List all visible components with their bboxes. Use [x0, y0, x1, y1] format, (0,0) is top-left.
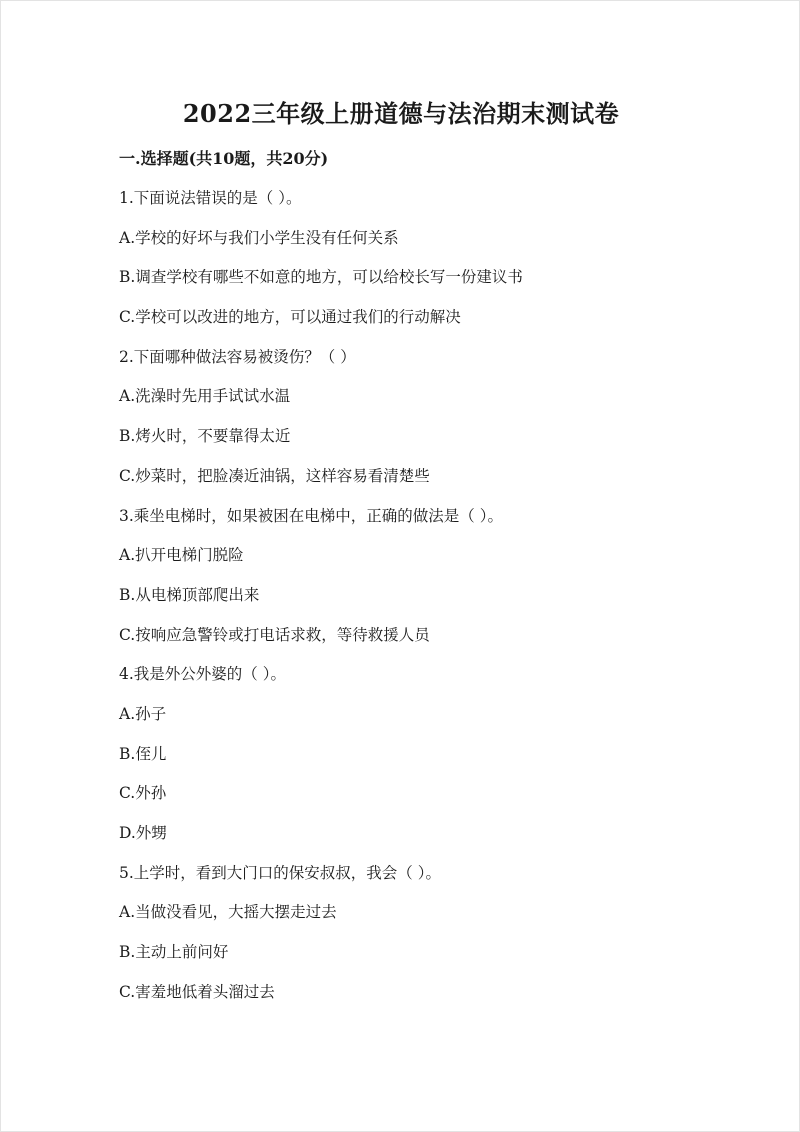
question-1: [119, 186, 719, 345]
question-option: B.烤火时，不要靠得太近: [119, 427, 291, 446]
question-option: C.外孙: [119, 784, 167, 803]
question-4: [119, 662, 719, 860]
question-option: B.调查学校有哪些不如意的地方，可以给校长写一份建议书: [119, 268, 523, 287]
question-option: A.孙子: [119, 704, 167, 723]
question-option: A.洗澡时先用手试试水温: [119, 387, 291, 406]
question-5: [119, 861, 719, 1020]
question-option: B.从电梯顶部爬出来: [119, 585, 260, 604]
question-stem: 1.下面说法错误的是（ ）。: [119, 189, 302, 207]
question-option: D.外甥: [119, 824, 167, 842]
question-stem: 4.我是外公外婆的（ ）。: [119, 665, 286, 684]
question-option: A.扒开电梯门脱险: [119, 546, 244, 565]
question-option: C.害羞地低着头溜过去: [119, 982, 275, 1001]
question-stem: 3.乘坐电梯时，如果被困在电梯中，正确的做法是（ ）。: [119, 506, 503, 525]
question-option: B.主动上前问好: [119, 943, 229, 962]
question-option: C.学校可以改进的地方，可以通过我们的行动解决: [119, 308, 461, 327]
question-option: A.学校的好坏与我们小学生没有任何关系: [119, 228, 399, 247]
question-list: [119, 186, 719, 1019]
question-option: C.炒菜时，把脸凑近油锅，这样容易看清楚些: [119, 466, 430, 485]
question-option: C.按响应急警铃或打电话求救，等待救援人员: [119, 625, 430, 644]
question-stem: 2.下面哪种做法容易被烫伤？（ ）: [119, 347, 356, 366]
page-title: 2022三年级上册道德与法治期末测试卷: [182, 99, 620, 128]
question-stem: 5.上学时，看到大门口的保安叔叔，我会（ ）。: [119, 863, 441, 882]
question-option: A.当做没看见，大摇大摆走过去: [119, 903, 337, 922]
question-2: [119, 345, 719, 504]
question-3: [119, 504, 719, 663]
question-option: B.侄儿: [119, 744, 167, 763]
section-heading: 一.选择题(共10题，共20分): [119, 149, 329, 168]
